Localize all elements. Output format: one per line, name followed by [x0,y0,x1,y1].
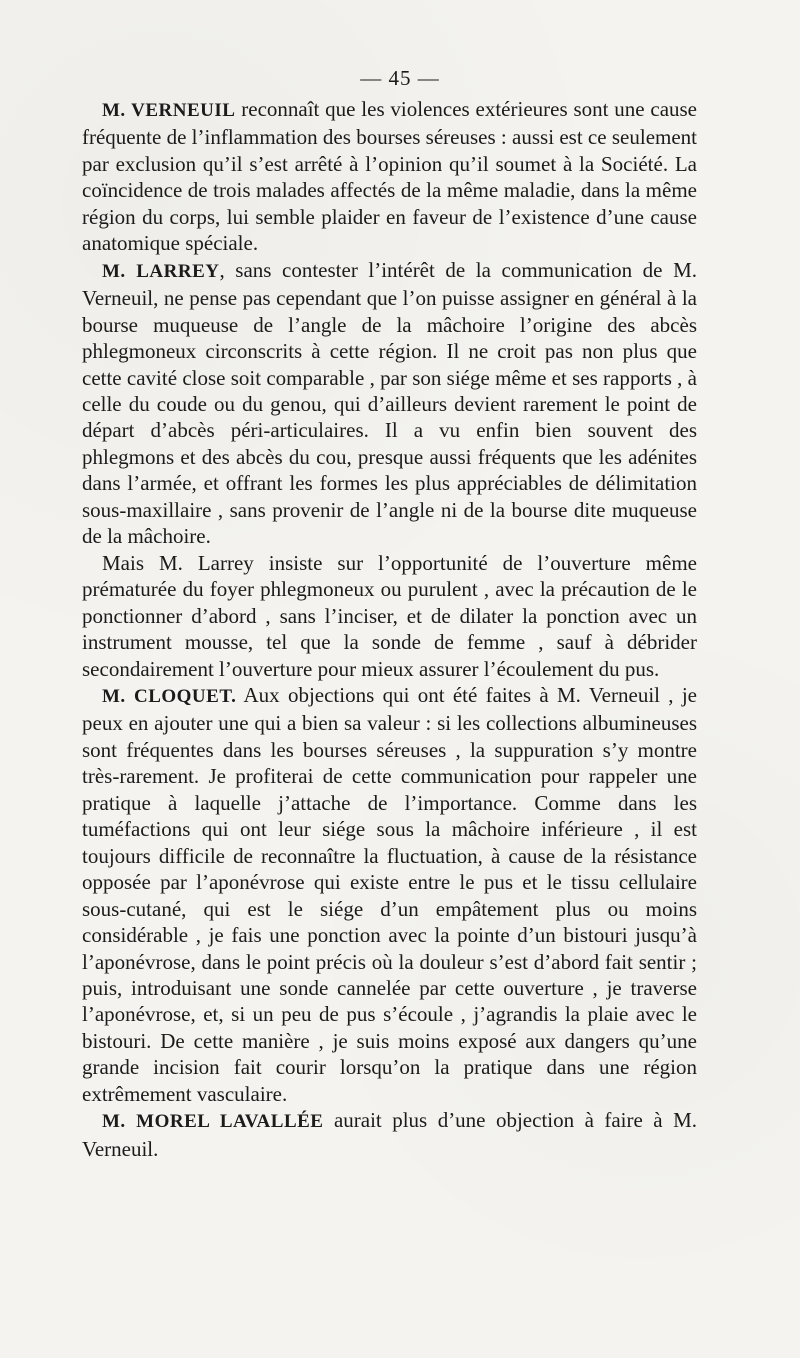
page-number: — 45 — [360,66,440,90]
speaker-name: M. VERNEUIL [102,100,236,121]
paragraph-cloquet [82,682,697,1107]
speaker-name: M. CLOQUET. [102,685,237,707]
paragraph-text: Mais M. Larrey insiste sur l’opportunité de l’ouverture même prématurée du foyer phlegmoneux ou purulent , avec la précaution de le ponctionner d’abord , sans l’inciser, et de dilater la ponction avec un instrument mousse, tel que la sonde de femme , sauf à débrider secondairement l’ouverture pour mieux assurer l’écoulement du pus. [82,550,697,681]
paragraph-morel-lavallee [82,1107,697,1162]
page-text [82,96,697,1162]
paragraph-verneuil [82,96,697,257]
paragraph-larrey [82,257,697,550]
paragraph-text: aurait plus d’une objection à faire à M. Verneuil. [82,1108,698,1161]
speaker-name: M. LARREY [102,260,220,282]
paragraph-text: Aux objections qui ont été faites à M. Verneuil , je peux en ajouter une qui a bien sa valeur : si les collections albumineuses sont fréquentes dans les bourses séreuses , la suppuration s’y montre très-rarement. Je profiterai de cette communication pour rappeler une pratique à laquelle j’attache de l’importance. Comme dans les tuméfactions qui ont leur siége sous la mâchoire inférieure , il est toujours difficile de reconnaître la fluctuation, à cause de la résistance opposée par l’aponévrose qui existe entre le pus et le tissu cellulaire sous-cutané, qui est le siége d’un empâtement plus ou moins considérable , je fais une ponction avec la pointe d’un bistouri jusqu’à l’aponévrose, dans le point précis où la douleur s’est d’abord fait sentir ; puis, introduisant une sonde cannelée par cette ouverture , je traverse l’aponévrose, et, si un peu de pus s’écoule , j’agrandis la plaie avec le bistouri. De cette manière , je suis moins exposé aux dangers qu’une grande incision fait courir lorsqu’on la pratique dans une région extrêmement vasculaire. [82,682,697,1106]
paragraph-larrey-continued [82,550,697,682]
paragraph-text: reconnaît que les violences extérieures sont une cause fréquente de l’inflammation des bourses séreuses : aussi est ce seulement par exclusion qu’il s’est arrêté à l’opinion qu’il soumet à la Société. La coïncidence de trois malades affectés de la même maladie, dans la même région du corps, lui semble plaider en faveur de l’existence d’une cause anatomique spéciale. [82,97,698,256]
speaker-name: M. MOREL LAVALLÉE [102,1111,324,1133]
paragraph-text: , sans contester l’intérêt de la communication de M. Verneuil, ne pense pas cependant que l’on puisse assigner en général à la bourse muqueuse de l’angle de la mâchoire l’origine des abcès phlegmoneux circonscrits à cette région. Il ne croit pas non plus que cette cavité close soit comparable , par son siége même et ses rapports , à celle du coude ou du genou, qui d’ailleurs devient rarement le point de départ d’abcès péri-articulaires. Il a vu enfin bien souvent des phlegmons et des abcès du cou, presque aussi fréquents que les adénites dans l’armée, et offrant les formes les plus appréciables de délimitation sous-maxillaire , sans provenir de l’angle ni de la bourse dite muqueuse de la mâchoire. [82,257,697,549]
